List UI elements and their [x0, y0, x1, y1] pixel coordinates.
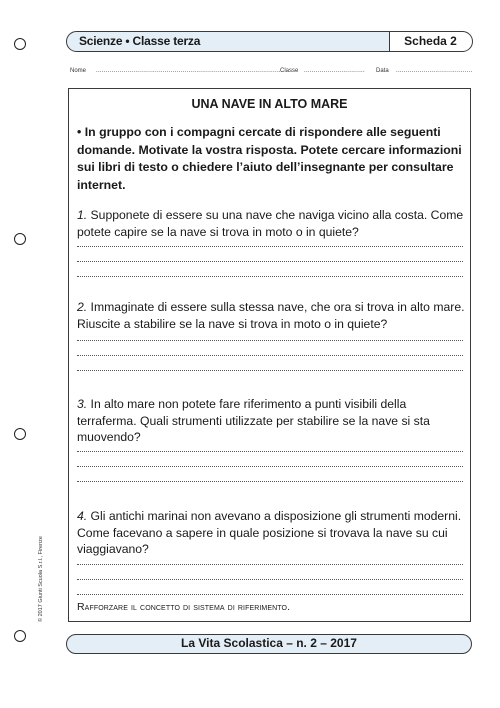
- answer-line[interactable]: [77, 579, 463, 580]
- worksheet-title: UNA NAVE IN ALTO MARE: [191, 97, 348, 111]
- subject-label: Scienze • Classe terza: [79, 34, 201, 48]
- question-text: In alto mare non potete fare riferimento a punti visibili della terraferma. Quali strumenti utilizzate per stabilire se la nave si sta muovendo?: [77, 397, 430, 444]
- answer-line[interactable]: [77, 564, 463, 565]
- answer-line[interactable]: [77, 261, 463, 262]
- answer-line[interactable]: [77, 355, 463, 356]
- question-3: [77, 396, 465, 446]
- question-number: 2.: [77, 300, 88, 314]
- name-field-dots: ..............................................................................................: [96, 68, 281, 74]
- answer-line[interactable]: [77, 276, 463, 277]
- question-text: Immaginate di essere sulla stessa nave, che ora si trova in alto mare. Riuscite a stabilire se la nave si trova in moto o in quiete?: [77, 300, 465, 331]
- question-number: 4.: [77, 509, 88, 523]
- worksheet-card: [68, 88, 471, 622]
- binder-hole-top: [14, 38, 26, 50]
- answer-line[interactable]: [77, 594, 463, 595]
- question-4: [77, 508, 465, 558]
- binder-hole-bottom: [14, 630, 26, 642]
- answer-line[interactable]: [77, 340, 463, 341]
- question-number: 1.: [77, 208, 88, 222]
- date-field-dots: .......................................: [396, 68, 473, 74]
- question-text: Supponete di essere su una nave che naviga vicino alla costa. Come potete capire se la nave si trova in moto o in quiete?: [77, 208, 464, 239]
- date-label: Data: [376, 68, 389, 74]
- class-label: Classe: [280, 68, 299, 74]
- teacher-note: Rafforzare il concetto di sistema di riferimento.: [77, 601, 291, 613]
- question-2: [77, 299, 465, 332]
- class-field-dots: ...............................: [304, 68, 365, 74]
- copyright-notice: © 2017 Giunti Scuola S.r.l., Firenze: [38, 536, 44, 622]
- answer-line[interactable]: [77, 481, 463, 482]
- question-text: Gli antichi marinai non avevano a disposizione gli strumenti moderni. Come facevano a sapere in quale posizione si trovava la nave su cui viaggiavano?: [77, 509, 462, 556]
- header-bar: [66, 31, 472, 52]
- question-number: 3.: [77, 397, 88, 411]
- binder-hole-lower: [14, 428, 26, 440]
- answer-line[interactable]: [77, 370, 463, 371]
- name-label: Nome: [70, 68, 87, 74]
- answer-line[interactable]: [77, 466, 463, 467]
- instructions: • In gruppo con i compagni cercate di rispondere alle seguenti domande. Motivate la vostra risposta. Potete cercare informazioni sui libri di testo o chiedere l’aiuto dell’insegnante per consultare internet.: [77, 125, 462, 192]
- sheet-label: Scheda 2: [389, 31, 473, 52]
- answer-line[interactable]: [77, 246, 463, 247]
- answer-line[interactable]: [77, 451, 463, 452]
- footer-bar: La Vita Scolastica – n. 2 – 2017: [66, 634, 472, 654]
- question-1: [77, 207, 465, 240]
- binder-hole-upper: [14, 233, 26, 245]
